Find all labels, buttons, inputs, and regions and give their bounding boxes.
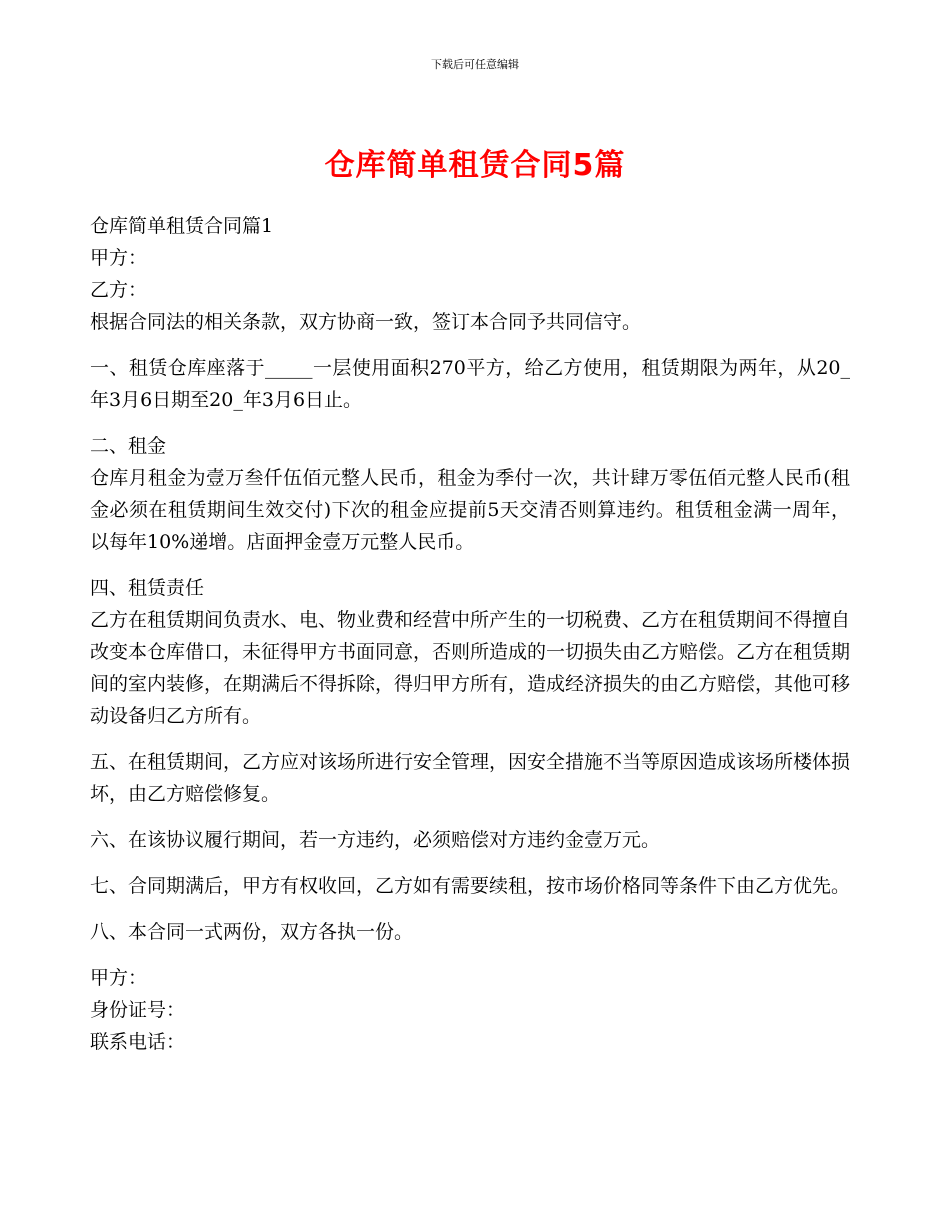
signature-phone: 联系电话：: [90, 1031, 186, 1053]
document-body: [90, 210, 850, 1058]
signature-id-number: 身份证号：: [90, 999, 186, 1021]
party-a-label: 甲方：: [90, 247, 148, 269]
header-note: 下载后可任意编辑: [431, 58, 519, 71]
clause-4-heading: 四、租赁责任: [90, 577, 205, 599]
clause-2-body: 仓库月租金为壹万叁仟伍佰元整人民币，租金为季付一次，共计肆万零伍佰元整人民币(租金必须在租赁期间生效交付)下次的租金应提前5天交清否则算违约。租赁租金满一周年，以每年10%递增。店面押金壹万元整人民币。: [90, 467, 850, 553]
clause-7: 七、合同期满后，甲方有权收回，乙方如有需要续租，按市场价格同等条件下由乙方优先。: [90, 875, 851, 897]
clause-4-body: 乙方在租赁期间负责水、电、物业费和经营中所产生的一切税费、乙方在租赁期间不得擅自改变本仓库借口，未征得甲方书面同意，否则所造成的一切损失由乙方赔偿。乙方在租赁期间的室内装修，在期满后不得拆除，得归甲方所有，造成经济损失的由乙方赔偿，其他可移动设备归乙方所有。: [90, 609, 851, 727]
clause-2-heading: 二、租金: [90, 435, 167, 457]
clause-8: 八、本合同一式两份，双方各执一份。: [90, 921, 414, 943]
clause-1: 一、租赁仓库座落于_____一层使用面积270平方，给乙方使用，租赁期限为两年，从20_年3月6日期至20_年3月6日止。: [90, 357, 850, 411]
signature-party-a: 甲方：: [90, 967, 148, 989]
document-title: 仓库简单租赁合同5篇: [324, 148, 626, 183]
party-b-label: 乙方：: [90, 279, 148, 301]
contract-subtitle: 仓库简单租赁合同篇1: [90, 215, 274, 237]
intro-paragraph: 根据合同法的相关条款，双方协商一致，签订本合同予共同信守。: [90, 311, 642, 333]
clause-5: 五、在租赁期间，乙方应对该场所进行安全管理，因安全措施不当等原因造成该场所楼体损坏，由乙方赔偿修复。: [90, 751, 851, 805]
clause-6: 六、在该协议履行期间，若一方违约，必须赔偿对方违约金壹万元。: [90, 829, 661, 851]
